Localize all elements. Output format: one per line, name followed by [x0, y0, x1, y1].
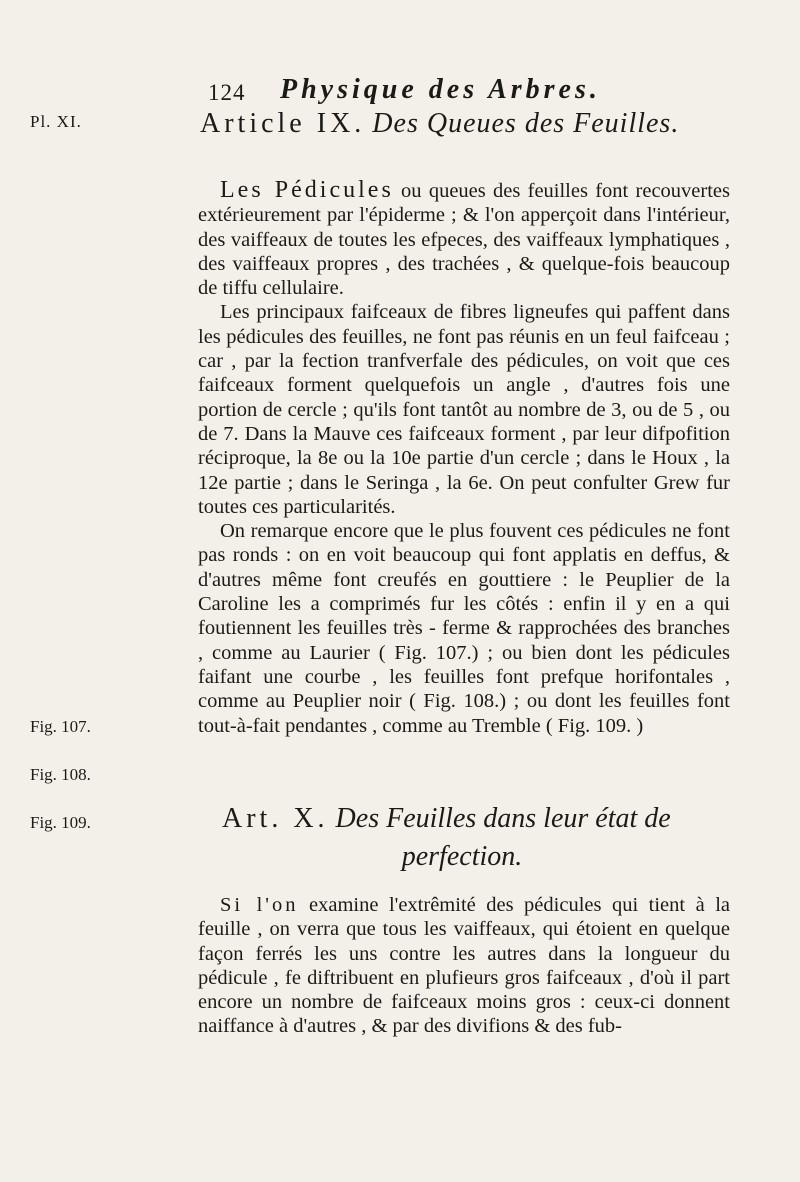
margin-plate-ref: Pl. XI. — [30, 112, 82, 131]
article-10-title-cont: perfection. — [401, 841, 523, 872]
lead-in: Les Pédicules — [220, 177, 394, 203]
paragraph-text: ou queues des feuilles font recouvertes extérieurement par l'épiderme ; & l'on apperçoit dans l'intérieur, des vaiffeaux de toutes les efpeces, des vaiffeaux lymphatiques , des vaiffeaux propres , des trachées , & quelque-fois beaucoup de tiffu cellulaire. — [198, 180, 730, 300]
article-9-heading — [200, 108, 679, 140]
article-10-heading — [222, 800, 722, 876]
paragraph — [198, 893, 730, 1039]
page-number: 124 — [208, 80, 246, 105]
margin-fig-107: Fig. 107. — [30, 717, 91, 736]
lead-in: Si l'on — [220, 894, 299, 916]
paragraph — [198, 178, 730, 300]
article-9-title: Des Queues des Feuilles. — [372, 108, 680, 139]
article-10-title: Des Feuilles dans leur état de — [335, 803, 671, 834]
article-10-label: Art. X. — [222, 803, 329, 834]
article-10-body — [198, 893, 730, 1039]
paragraph-text: examine l'extrêmité des pédicules qui tient à la feuille , on verra que tous les vaiffeaux, qui étoient en quelque façon ferrés les uns contre les autres dans la longueur du pédicule , fe diftribuent en plufieurs gros faifceaux , d'où il part encore un nombre de faifceaux moins gros : ceux-ci donnent naiffance à d'autres , & par des divifions & des fub- — [198, 894, 730, 1038]
paragraph: Les principaux faifceaux de fibres ligneufes qui paffent dans les pédicules des feuilles, ne font pas réunis en un feul faifceau ; car , par la fection tranfverfale des pédicules, on voit que ces faifceaux forment quelquefois un angle , d'autres fois une portion de cercle ; qu'ils font tantôt au nombre de 3, ou de 5 , ou de 7. Dans la Mauve ces faifceaux forment , par leur difpofition réciproque, la 8e ou la 10e partie d'un cercle ; dans le Houx , la 12e partie ; dans le Seringa , la 6e. On peut confulter Grew fur toutes ces particularités. — [198, 301, 730, 518]
running-title: Physique des Arbres. — [280, 74, 601, 105]
paragraph: On remarque encore que le plus fouvent ces pédicules ne font pas ronds : on en voit beaucoup qui font applatis en deffus, & d'autres même font creufés en gouttiere : le Peuplier de la Caroline les a comprimés fur les côtés : enfin il y en a qui foutiennent les feuilles très - ferme & rapprochées des branches , comme au Laurier ( Fig. 107.) ; ou bien dont les pédicules faifant une courbe , les feuilles font prefque horifontales , comme au Peuplier noir ( Fig. 108.) ; ou dont les feuilles font tout-à-fait pendantes , comme au Tremble ( Fig. 109. ) — [198, 520, 730, 737]
margin-fig-108: Fig. 108. — [30, 765, 91, 784]
margin-fig-109: Fig. 109. — [30, 813, 91, 832]
article-9-body — [198, 178, 730, 738]
article-9-label: Article IX. — [200, 108, 366, 139]
